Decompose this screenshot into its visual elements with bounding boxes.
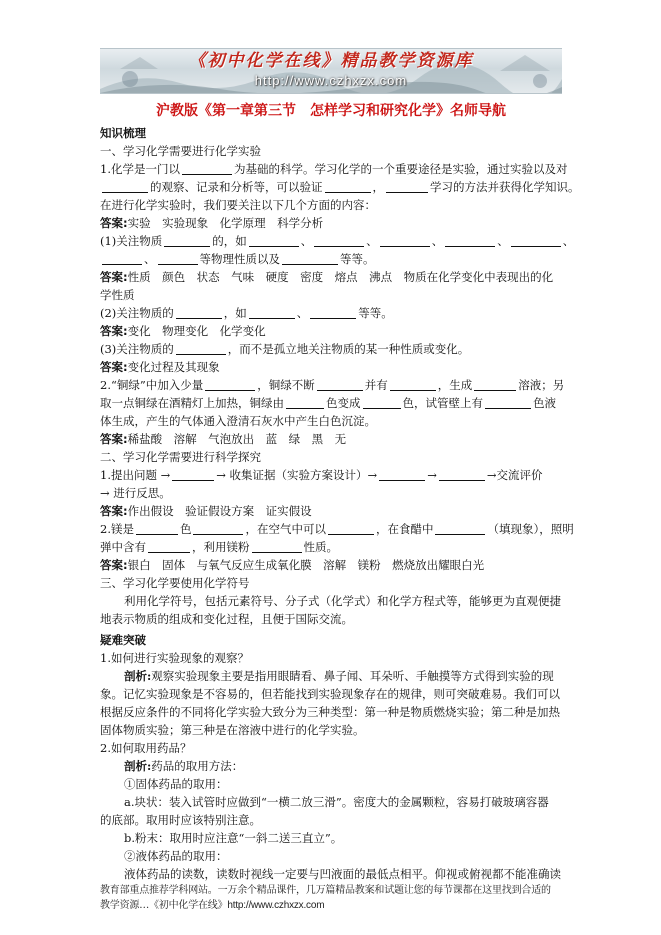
blank [102,252,142,265]
point-3: (3)关注物质的 ，而不是孤立地关注物质的某一种性质或变化。 [100,342,470,356]
blank [252,540,302,553]
question-2-line-3: 体生成，产生的气体通入澄清石灰水中产生白色沉淀。 [100,414,376,428]
blank [158,252,198,265]
doubt-1-analysis-line-1: 剖析:观察实验现象主要是指用眼睛看、鼻子闻、耳朵听、手触摸等方式得到实验的现 [124,669,554,683]
blank [193,522,243,535]
blank [317,378,363,391]
question-4-line-1: 2.镁是 色 ，在空气中可以 ，在食醋中 （填现象），照明 [100,522,574,536]
liquid-reading-line: 液体药品的读数，读数时视线一定要与凹液面的最低点相平。仰视或俯视都不能准确读 [124,867,561,881]
section-heading-knowledge: 知识梳理 [100,126,146,140]
blank [511,234,561,247]
blank [314,234,364,247]
answer-4: 答案:银白 固体 与氧气反应生成氧化膜 溶解 镁粉 燃烧放出耀眼白光 [100,558,485,572]
liquid-reagent-heading: ②液体药品的取用： [124,849,228,863]
point-2: (2)关注物质的 ，如 、 等等。 [100,306,393,320]
footer-url[interactable]: http://www.czhxzx.com [227,900,325,911]
blank [102,180,148,193]
question-3-line-1: 1.提出问题 → → 收集证据（实验方案设计）→ → →交流评价 [100,468,543,482]
blank [172,468,214,481]
section-heading-doubts: 疑难突破 [100,633,146,647]
blank [380,234,430,247]
answer-1: 答案:实验 实验现象 化学原理 科学分析 [100,216,324,230]
blank [328,522,374,535]
answer-point-1: 答案:性质 颜色 状态 气味 硬度 密度 熔点 沸点 物质在化学变化中表现出的化 [100,270,554,284]
answer-2: 答案:稀盐酸 溶解 气泡放出 蓝 绿 黑 无 [100,432,347,446]
blank [182,162,232,175]
question-4-line-2: 弹中含有 ，利用镁粉 性质。 [100,540,338,554]
blank [363,396,401,409]
footer-line-1: 教育部重点推荐学科网站。一万余个精品课件，几万篇精品教案和试题让您的每节课都在这里找到合适的 [100,885,551,896]
blank [435,522,485,535]
blank [164,234,210,247]
blank [286,396,324,409]
doubt-1-question: 1.如何进行实验现象的观察？ [100,651,249,665]
answer-point-3: 答案:变化过程及其现象 [100,360,220,374]
heading-3: 三、学习化学要使用化学符号 [100,576,250,590]
doubt-1-analysis-line-3: 根据反应条件的不同将化学实验大致分为三种类型：第一种是物质燃烧实验；第二种是加热 [100,705,560,719]
blank [249,306,295,319]
blank [205,378,255,391]
site-banner[interactable] [100,48,562,94]
question-1-line-2: 的观察、记录和分析等，可以验证 ， 学习的方法并获得化学知识。 [100,178,562,196]
symbols-paragraph-line-2: 地表示物质的组成和变化过程，且便于国际交流。 [100,612,353,626]
point-1-line-1: (1)关注物质 的，如 、 、 、 、 、 [100,234,575,248]
doubt-1-analysis-line-4: 固体物质实验；第三种是在溶液中进行的化学实验。 [100,723,365,737]
symbols-paragraph-line-1: 利用化学符号，包括元素符号、分子式（化学式）和化学方程式等，能够更为直观便捷 [124,594,561,608]
question-1-line-3: 在进行化学实验时，我们要关注以下几个方面的内容： [100,198,376,212]
heading-2: 二、学习化学需要进行科学探究 [100,450,261,464]
footer-line-2: 教学资源…《初中化学在线》http://www.czhxzx.com [100,900,325,911]
blank [136,522,178,535]
doubt-2-question: 2.如何取用药品？ [100,741,192,755]
doubt-2-analysis: 剖析:药品的取用方法： [124,759,244,773]
blank [325,180,371,193]
banner-url[interactable]: http://www.czhxzx.com [254,73,408,88]
powder-reagent: b.粉末：取用时应注意“一斜二送三直立”。 [124,831,343,845]
point-1-line-2: 、 等物理性质以及 等等。 [100,250,562,268]
answer-point-1-cont: 学性质 [100,288,135,302]
question-2-line-2: 取一点铜绿在酒精灯上加热，铜绿由 色变成 色，试管壁上有 色液 [100,396,556,410]
answer-3: 答案:作出假设 验证假设方案 证实假设 [100,504,312,518]
blank [445,234,495,247]
solid-reagent-heading: ①固体药品的取用： [124,777,228,791]
heading-1: 一、学习化学需要进行化学实验 [100,144,261,158]
doubt-1-analysis-line-2: 象。记忆实验现象是不容易的，但若能找到实验现象存在的规律，则可突破难易。我们可以 [100,687,560,701]
blank [148,540,190,553]
lump-reagent-line-2: 的底部。取用时应该特别注意。 [100,813,261,827]
answer-point-2: 答案:变化 物理变化 化学变化 [100,324,266,338]
lump-reagent-line-1: a.块状：装入试管时应做到“一横二放三滑”。密度大的金属颗粒，容易打破玻璃容器 [124,795,549,809]
blank [310,306,356,319]
blank [390,378,436,391]
banner-title: 《初中化学在线》精品教学资源库 [188,51,474,71]
blank [176,306,222,319]
blank [379,468,425,481]
question-2-line-1: 2.“铜绿”中加入少量 ，铜绿不断 并有 ，生成 溶液；另 [100,378,565,392]
blank [474,378,516,391]
blank [176,342,226,355]
document-title: 沪教版《第一章第三节 怎样学习和研究化学》名师导航 [156,103,506,119]
blank [439,468,485,481]
blank [282,252,338,265]
blank [485,396,531,409]
question-1-line-1: 1.化学是一门以 为基础的科学。学习化学的一个重要途径是实验，通过实验以及对 [100,162,568,176]
blank [249,234,299,247]
document-page [100,48,580,913]
blank [386,180,428,193]
question-3-line-2: → 进行反思。 [100,486,171,500]
